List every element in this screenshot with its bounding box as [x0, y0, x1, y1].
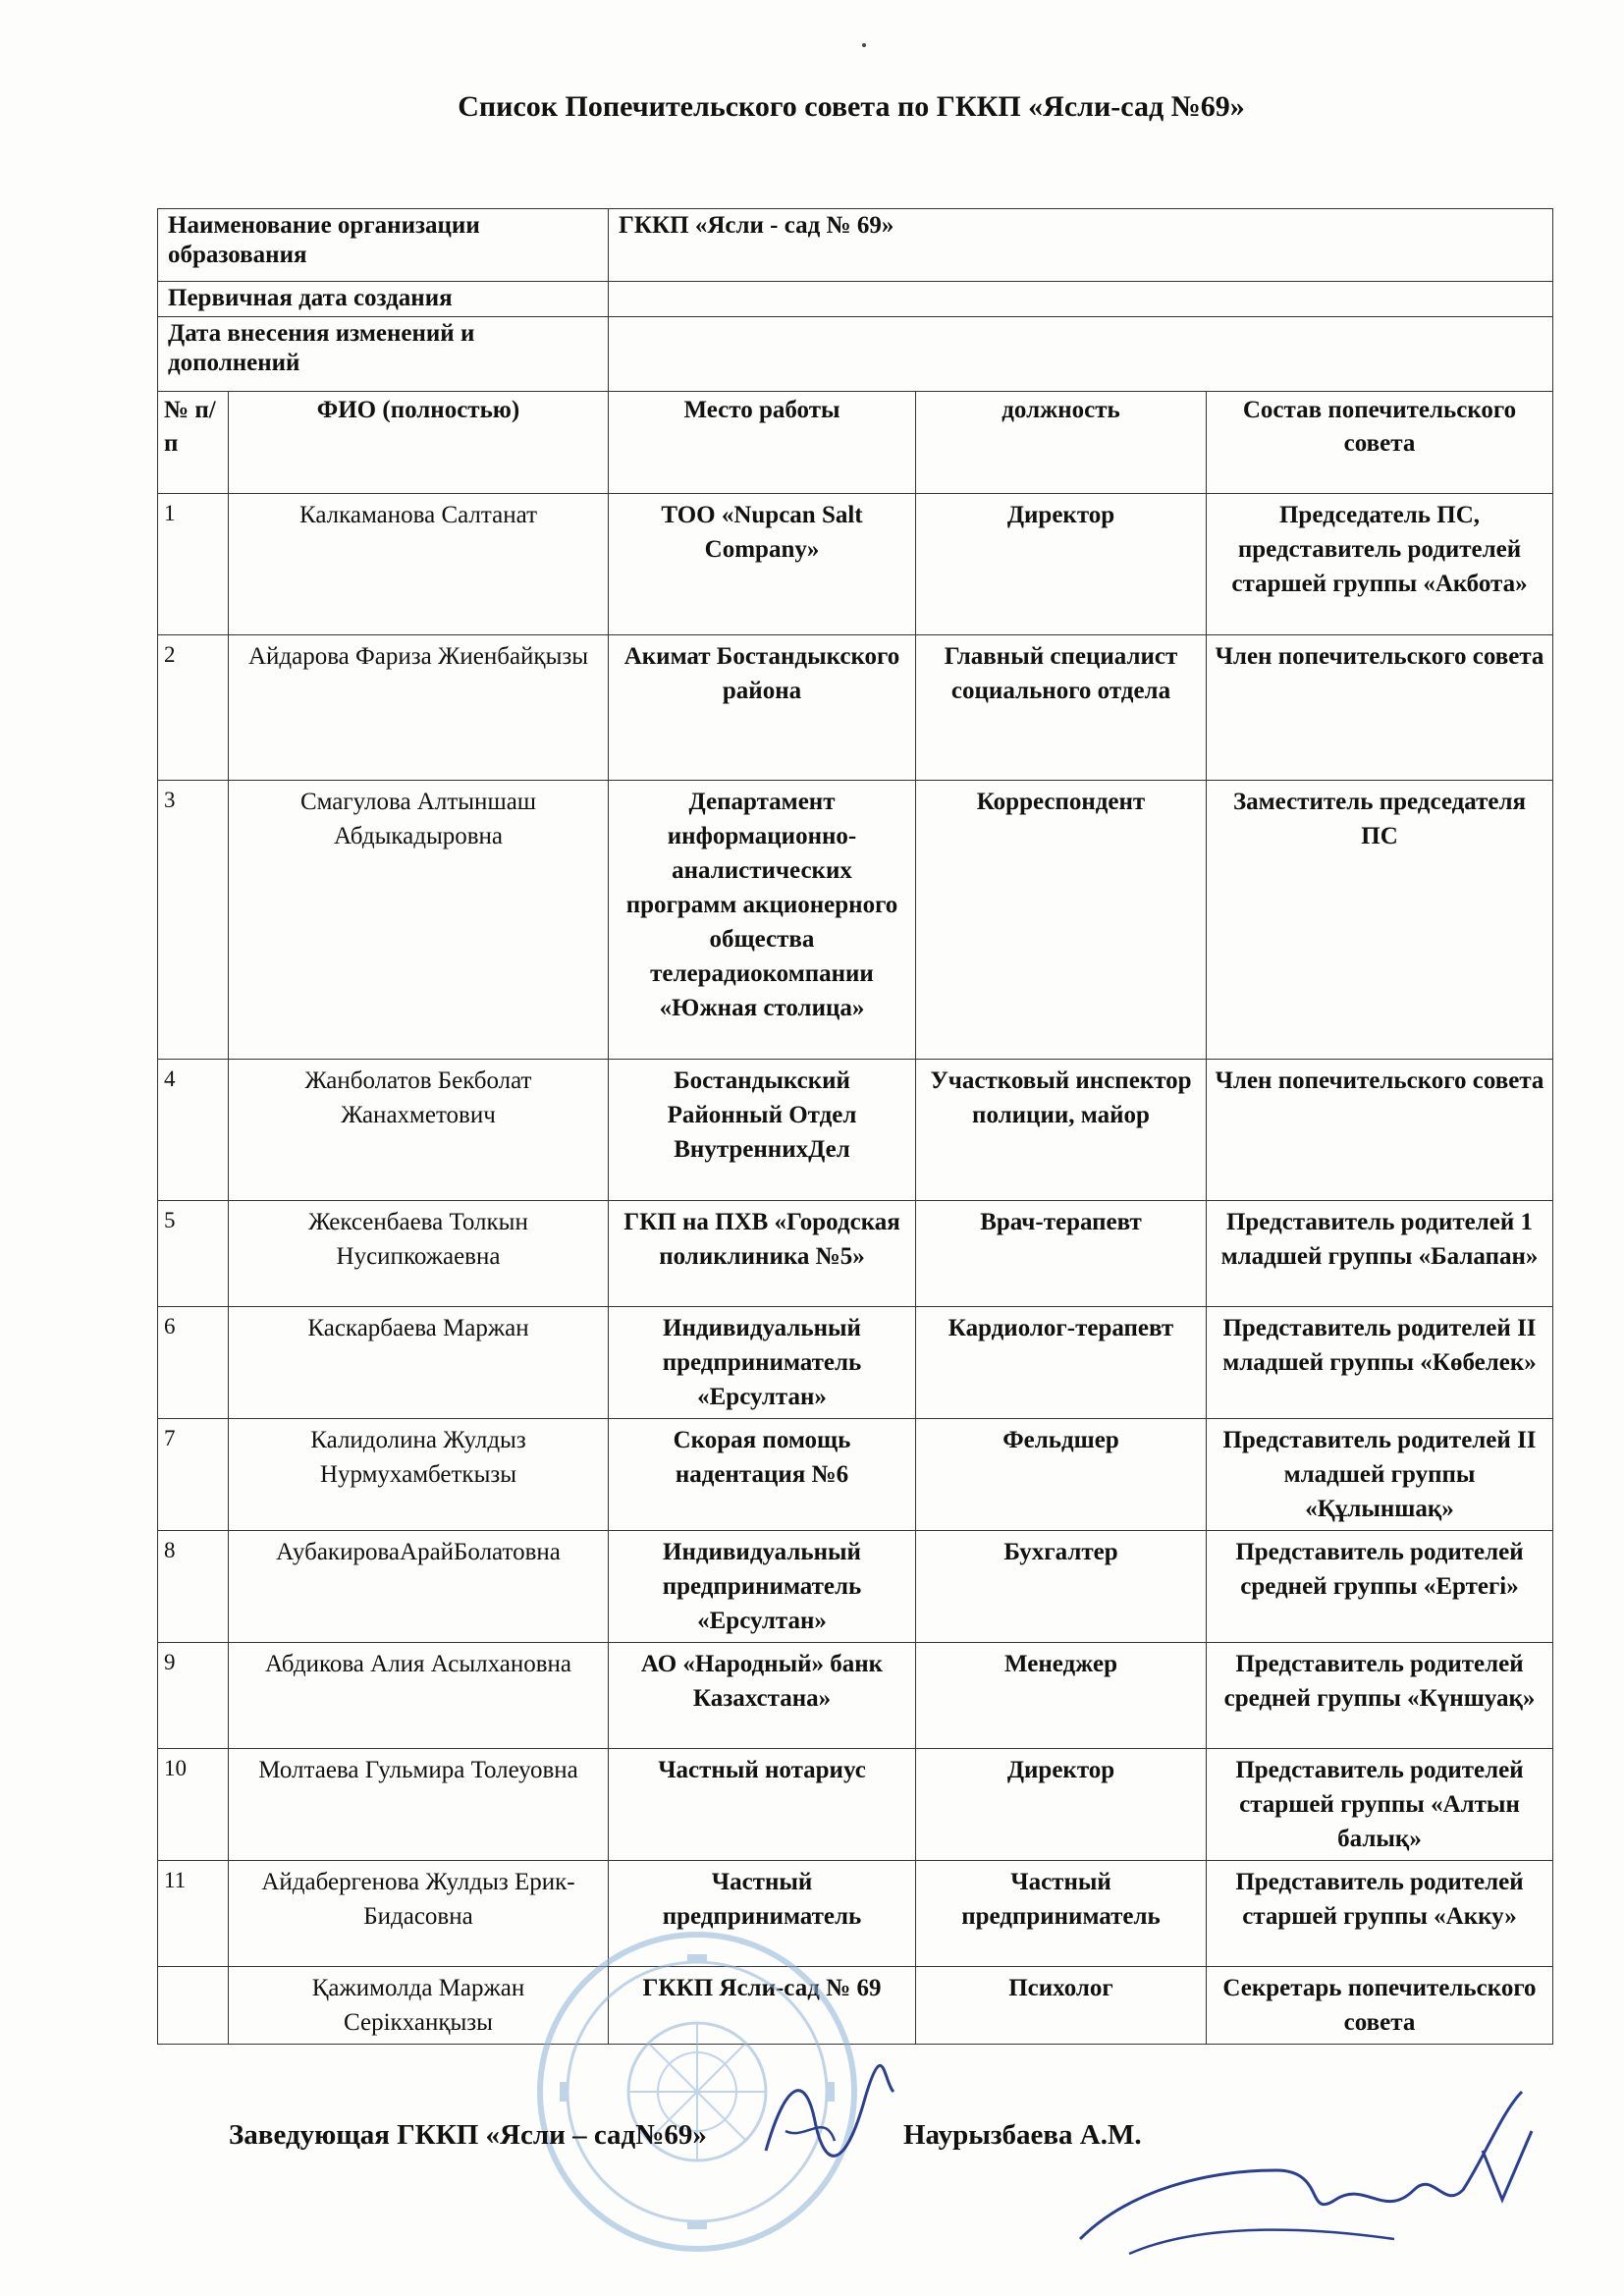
row-number: 3: [158, 781, 229, 1060]
footer-position: Заведующая ГККП «Ясли – сад№69»: [229, 2119, 707, 2151]
member-role: Представитель родителей II младшей группы «Құлыншақ»: [1207, 1419, 1553, 1531]
member-role: Член попечительского совета: [1207, 1060, 1553, 1201]
member-position: Директор: [916, 1749, 1207, 1861]
info-row-created: [158, 282, 1553, 317]
member-name: Молтаева Гульмира Толеуовна: [229, 1749, 609, 1861]
member-position: Участковый инспектор полиции, майор: [916, 1060, 1207, 1201]
member-role: Заместитель председателя ПС: [1207, 781, 1553, 1060]
scan-speck: [862, 43, 866, 47]
signature-large: [1070, 2072, 1542, 2269]
table-row: [158, 1643, 1553, 1749]
member-position: Врач-терапевт: [916, 1201, 1207, 1307]
row-number: 6: [158, 1307, 229, 1419]
member-role: Представитель родителей средней группы «Күншуақ»: [1207, 1643, 1553, 1749]
members-table: [157, 391, 1553, 2045]
row-number: 1: [158, 494, 229, 635]
col-num-header: № п/п: [158, 392, 229, 494]
member-position: Главный специалист социального отдела: [916, 635, 1207, 781]
organization-info-table: [157, 208, 1553, 392]
info-row-changes: [158, 317, 1553, 392]
changes-value: [609, 317, 1553, 392]
member-position: Частный предприниматель: [916, 1861, 1207, 1967]
member-role: Представитель родителей старшей группы «Алтын балық»: [1207, 1749, 1553, 1861]
member-role: Представитель родителей старшей группы «Акку»: [1207, 1861, 1553, 1967]
member-name: Жексенбаева Толкын Нусипкожаевна: [229, 1201, 609, 1307]
member-name: Калидолина Жулдыз Нурмухамбеткызы: [229, 1419, 609, 1531]
footer-signatory-name: Наурызбаева А.М.: [903, 2119, 1142, 2151]
member-name: Жанболатов Бекболат Жанахметович: [229, 1060, 609, 1201]
member-workplace: ГККП Ясли-сад № 69: [609, 1967, 916, 2045]
member-name: Смагулова Алтыншаш Абдыкадыровна: [229, 781, 609, 1060]
member-workplace: ТОО «Nupcan Salt Company»: [609, 494, 916, 635]
member-name: Қажимолда Маржан Серікханқызы: [229, 1967, 609, 2045]
member-name: Абдикова Алия Асылхановна: [229, 1643, 609, 1749]
row-number: 4: [158, 1060, 229, 1201]
member-position: Кардиолог-терапевт: [916, 1307, 1207, 1419]
row-number: 10: [158, 1749, 229, 1861]
member-name: Калкаманова Салтанат: [229, 494, 609, 635]
member-name: Айдарова Фариза Жиенбайқызы: [229, 635, 609, 781]
member-position: Фельдшер: [916, 1419, 1207, 1531]
created-value: [609, 282, 1553, 317]
member-workplace: АО «Народный» банк Казахстана»: [609, 1643, 916, 1749]
member-position: Корреспондент: [916, 781, 1207, 1060]
table-row: [158, 1531, 1553, 1643]
member-role: Представитель родителей 1 младшей группы «Балапан»: [1207, 1201, 1553, 1307]
row-number: 2: [158, 635, 229, 781]
member-position: Бухгалтер: [916, 1531, 1207, 1643]
row-number: [158, 1967, 229, 2045]
col-role-header: Состав попечительского совета: [1207, 392, 1553, 494]
member-role: Член попечительского совета: [1207, 635, 1553, 781]
member-workplace: Индивидуальный предприниматель «Ерсултан»: [609, 1307, 916, 1419]
member-role: Представитель родителей II младшей группы «Көбелек»: [1207, 1307, 1553, 1419]
member-position: Психолог: [916, 1967, 1207, 2045]
changes-label: Дата внесения изменений и дополнений: [158, 317, 609, 392]
table-row: [158, 635, 1553, 781]
table-row: [158, 1749, 1553, 1861]
member-workplace: Скорая помощь надентация №6: [609, 1419, 916, 1531]
col-work-header: Место работы: [609, 392, 916, 494]
member-position: Директор: [916, 494, 1207, 635]
member-workplace: Индивидуальный предприниматель «Ерсултан»: [609, 1531, 916, 1643]
row-number: 7: [158, 1419, 229, 1531]
member-name: АубакироваАрайБолатовна: [229, 1531, 609, 1643]
members-header-row: [158, 392, 1553, 494]
table-row: [158, 1419, 1553, 1531]
info-row-org: [158, 209, 1553, 282]
org-value: ГККП «Ясли - сад № 69»: [609, 209, 1553, 282]
member-role: Представитель родителей средней группы «Ертегі»: [1207, 1531, 1553, 1643]
table-row: [158, 1060, 1553, 1201]
member-role: Секретарь попечительского совета: [1207, 1967, 1553, 2045]
document-title: Список Попечительского совета по ГККП «Ясли-сад №69»: [458, 90, 1245, 123]
member-workplace: Акимат Бостандыкского района: [609, 635, 916, 781]
row-number: 9: [158, 1643, 229, 1749]
row-number: 5: [158, 1201, 229, 1307]
created-label: Первичная дата создания: [158, 282, 609, 317]
table-row: [158, 781, 1553, 1060]
col-name-header: ФИО (полностью): [229, 392, 609, 494]
table-row: [158, 1307, 1553, 1419]
members-table-body: [158, 494, 1553, 2045]
member-position: Менеджер: [916, 1643, 1207, 1749]
member-role: Председатель ПС, представитель родителей старшей группы «Акбота»: [1207, 494, 1553, 635]
signature-small: [746, 2062, 903, 2180]
row-number: 8: [158, 1531, 229, 1643]
member-workplace: Департамент информационно-аналистических программ акционерного общества телерадиокомпании «Южная столица»: [609, 781, 916, 1060]
org-label: Наименование организации образования: [158, 209, 609, 282]
member-workplace: Бостандыкский Районный Отдел ВнутреннихДел: [609, 1060, 916, 1201]
member-workplace: Частный нотариус: [609, 1749, 916, 1861]
col-position-header: должность: [916, 392, 1207, 494]
row-number: 11: [158, 1861, 229, 1967]
member-workplace: Частный предприниматель: [609, 1861, 916, 1967]
member-name: Каскарбаева Маржан: [229, 1307, 609, 1419]
member-name: Айдабергенова Жулдыз Ерик-Бидасовна: [229, 1861, 609, 1967]
table-row: [158, 494, 1553, 635]
member-workplace: ГКП на ПХВ «Городская поликлиника №5»: [609, 1201, 916, 1307]
table-row: [158, 1201, 1553, 1307]
